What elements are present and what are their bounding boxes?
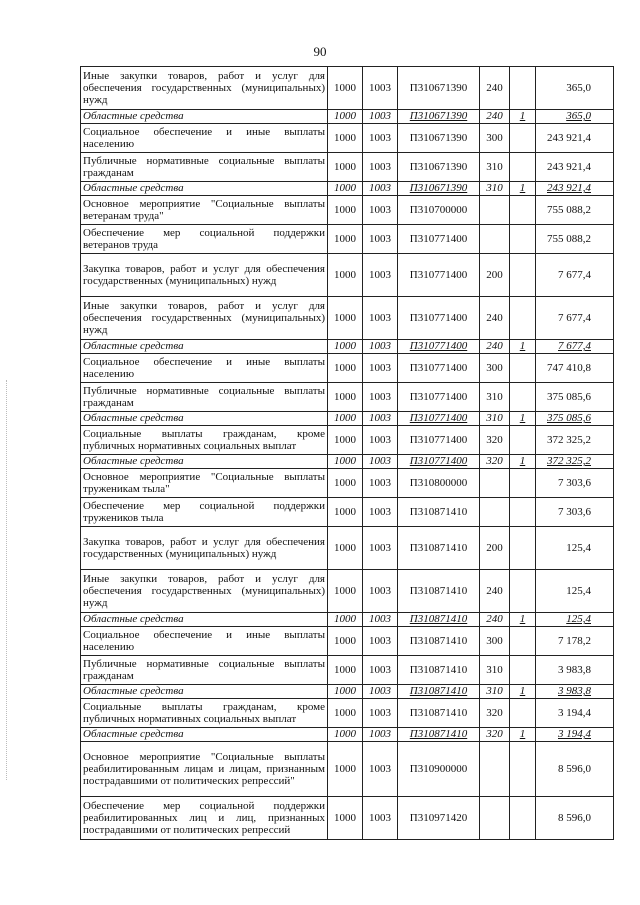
funding-source-code: 1 [510, 613, 536, 627]
amount-value: 3 983,8 [536, 656, 614, 685]
expense-type-code [480, 225, 510, 254]
target-article-code: П310771400 [398, 412, 480, 426]
target-article-code: П310771400 [398, 225, 480, 254]
funding-source-code [510, 797, 536, 840]
table-row [81, 527, 614, 570]
funding-source-code [510, 153, 536, 182]
subsection-code: 1003 [363, 412, 398, 426]
section-code: 1000 [328, 527, 363, 570]
funding-source-row [81, 340, 614, 354]
target-article-code: П310871410 [398, 613, 480, 627]
target-article-code: П310871410 [398, 728, 480, 742]
target-article-code: П310700000 [398, 196, 480, 225]
funding-source-code [510, 354, 536, 383]
expense-type-code [480, 498, 510, 527]
expense-type-code: 240 [480, 340, 510, 354]
section-code: 1000 [328, 182, 363, 196]
expense-type-code: 320 [480, 455, 510, 469]
table-row [81, 354, 614, 383]
subsection-code: 1003 [363, 527, 398, 570]
row-description: Областные средства [81, 455, 328, 469]
section-code: 1000 [328, 455, 363, 469]
amount-value: 243 921,4 [536, 182, 614, 196]
amount-value: 8 596,0 [536, 742, 614, 797]
row-description: Иные закупки товаров, работ и услуг для обеспечения государственных (муниципальных) нужд [81, 570, 328, 613]
section-code: 1000 [328, 254, 363, 297]
amount-value: 7 178,2 [536, 627, 614, 656]
budget-table [80, 66, 614, 840]
amount-value: 3 194,4 [536, 699, 614, 728]
expense-type-code: 310 [480, 383, 510, 412]
subsection-code: 1003 [363, 797, 398, 840]
section-code: 1000 [328, 685, 363, 699]
amount-value: 372 325,2 [536, 426, 614, 455]
section-code: 1000 [328, 613, 363, 627]
funding-source-code: 1 [510, 685, 536, 699]
funding-source-row [81, 412, 614, 426]
subsection-code: 1003 [363, 699, 398, 728]
target-article-code: П310871410 [398, 685, 480, 699]
subsection-code: 1003 [363, 110, 398, 124]
amount-value: 3 194,4 [536, 728, 614, 742]
row-description: Публичные нормативные социальные выплаты гражданам [81, 153, 328, 182]
target-article-code: П310771400 [398, 383, 480, 412]
funding-source-code [510, 570, 536, 613]
table-row [81, 656, 614, 685]
section-code: 1000 [328, 797, 363, 840]
row-description: Обеспечение мер социальной поддержки тружеников тыла [81, 498, 328, 527]
row-description: Обеспечение мер социальной поддержки ветеранов труда [81, 225, 328, 254]
amount-value: 7 303,6 [536, 498, 614, 527]
table-row [81, 426, 614, 455]
target-article-code: П310671390 [398, 124, 480, 153]
expense-type-code: 240 [480, 613, 510, 627]
subsection-code: 1003 [363, 656, 398, 685]
table-row [81, 124, 614, 153]
funding-source-code: 1 [510, 455, 536, 469]
funding-source-code [510, 498, 536, 527]
amount-value: 372 325,2 [536, 455, 614, 469]
row-description: Иные закупки товаров, работ и услуг для обеспечения государственных (муниципальных) нужд [81, 67, 328, 110]
subsection-code: 1003 [363, 498, 398, 527]
funding-source-row [81, 455, 614, 469]
target-article-code: П310771400 [398, 354, 480, 383]
funding-source-code [510, 426, 536, 455]
funding-source-code [510, 469, 536, 498]
table-row [81, 297, 614, 340]
table-row [81, 383, 614, 412]
target-article-code: П310771400 [398, 426, 480, 455]
budget-table-body [81, 67, 614, 840]
section-code: 1000 [328, 728, 363, 742]
expense-type-code: 300 [480, 627, 510, 656]
subsection-code: 1003 [363, 153, 398, 182]
table-row [81, 570, 614, 613]
funding-source-code: 1 [510, 412, 536, 426]
row-description: Областные средства [81, 728, 328, 742]
funding-source-code [510, 742, 536, 797]
funding-source-code [510, 67, 536, 110]
row-description: Социальное обеспечение и иные выплаты населению [81, 124, 328, 153]
section-code: 1000 [328, 469, 363, 498]
section-code: 1000 [328, 412, 363, 426]
amount-value: 375 085,6 [536, 383, 614, 412]
subsection-code: 1003 [363, 254, 398, 297]
target-article-code: П310871410 [398, 699, 480, 728]
section-code: 1000 [328, 297, 363, 340]
row-description: Социальное обеспечение и иные выплаты населению [81, 627, 328, 656]
page-number: 90 [313, 44, 327, 59]
amount-value: 365,0 [536, 110, 614, 124]
target-article-code: П310771400 [398, 297, 480, 340]
section-code: 1000 [328, 354, 363, 383]
expense-type-code: 310 [480, 685, 510, 699]
funding-source-code [510, 656, 536, 685]
subsection-code: 1003 [363, 354, 398, 383]
table-row [81, 153, 614, 182]
funding-source-code [510, 627, 536, 656]
row-description: Областные средства [81, 182, 328, 196]
expense-type-code: 300 [480, 124, 510, 153]
subsection-code: 1003 [363, 182, 398, 196]
expense-type-code: 320 [480, 728, 510, 742]
row-description: Основное мероприятие "Социальные выплаты ветеранам труда" [81, 196, 328, 225]
table-row [81, 699, 614, 728]
expense-type-code: 240 [480, 67, 510, 110]
subsection-code: 1003 [363, 67, 398, 110]
row-description: Социальные выплаты гражданам, кроме публичных нормативных социальных выплат [81, 426, 328, 455]
section-code: 1000 [328, 67, 363, 110]
amount-value: 243 921,4 [536, 153, 614, 182]
section-code: 1000 [328, 383, 363, 412]
funding-source-row [81, 110, 614, 124]
target-article-code: П310871410 [398, 627, 480, 656]
target-article-code: П310671390 [398, 182, 480, 196]
funding-source-row [81, 182, 614, 196]
row-description: Областные средства [81, 110, 328, 124]
amount-value: 3 983,8 [536, 685, 614, 699]
target-article-code: П310871410 [398, 656, 480, 685]
section-code: 1000 [328, 570, 363, 613]
subsection-code: 1003 [363, 570, 398, 613]
subsection-code: 1003 [363, 124, 398, 153]
expense-type-code [480, 742, 510, 797]
subsection-code: 1003 [363, 225, 398, 254]
subsection-code: 1003 [363, 297, 398, 340]
expense-type-code: 240 [480, 570, 510, 613]
expense-type-code: 310 [480, 412, 510, 426]
funding-source-code [510, 124, 536, 153]
amount-value: 7 677,4 [536, 340, 614, 354]
funding-source-code [510, 254, 536, 297]
subsection-code: 1003 [363, 469, 398, 498]
row-description: Областные средства [81, 340, 328, 354]
row-description: Публичные нормативные социальные выплаты гражданам [81, 383, 328, 412]
funding-source-row [81, 613, 614, 627]
funding-source-row [81, 685, 614, 699]
subsection-code: 1003 [363, 340, 398, 354]
amount-value: 365,0 [536, 67, 614, 110]
amount-value: 7 677,4 [536, 254, 614, 297]
table-row [81, 797, 614, 840]
target-article-code: П310871410 [398, 498, 480, 527]
target-article-code: П310671390 [398, 153, 480, 182]
target-article-code: П310771400 [398, 340, 480, 354]
table-row [81, 469, 614, 498]
row-description: Публичные нормативные социальные выплаты гражданам [81, 656, 328, 685]
funding-source-code: 1 [510, 340, 536, 354]
funding-source-code: 1 [510, 110, 536, 124]
amount-value: 7 677,4 [536, 297, 614, 340]
section-code: 1000 [328, 340, 363, 354]
row-description: Областные средства [81, 613, 328, 627]
amount-value: 747 410,8 [536, 354, 614, 383]
funding-source-code [510, 225, 536, 254]
amount-value: 125,4 [536, 527, 614, 570]
subsection-code: 1003 [363, 728, 398, 742]
expense-type-code [480, 196, 510, 225]
expense-type-code: 240 [480, 297, 510, 340]
subsection-code: 1003 [363, 455, 398, 469]
subsection-code: 1003 [363, 196, 398, 225]
margin-dots [6, 380, 8, 780]
row-description: Обеспечение мер социальной поддержки реабилитированных лиц и лиц, признанных пострадавшими от политических репрессий [81, 797, 328, 840]
section-code: 1000 [328, 124, 363, 153]
section-code: 1000 [328, 196, 363, 225]
amount-value: 755 088,2 [536, 225, 614, 254]
expense-type-code: 310 [480, 182, 510, 196]
row-description: Закупка товаров, работ и услуг для обеспечения государственных (муниципальных) нужд [81, 527, 328, 570]
target-article-code: П310800000 [398, 469, 480, 498]
target-article-code: П310871410 [398, 570, 480, 613]
expense-type-code: 300 [480, 354, 510, 383]
section-code: 1000 [328, 699, 363, 728]
amount-value: 243 921,4 [536, 124, 614, 153]
table-row [81, 742, 614, 797]
subsection-code: 1003 [363, 426, 398, 455]
subsection-code: 1003 [363, 383, 398, 412]
funding-source-code [510, 383, 536, 412]
table-row [81, 196, 614, 225]
table-row [81, 498, 614, 527]
section-code: 1000 [328, 426, 363, 455]
funding-source-code: 1 [510, 728, 536, 742]
amount-value: 125,4 [536, 613, 614, 627]
expense-type-code: 240 [480, 110, 510, 124]
section-code: 1000 [328, 656, 363, 685]
subsection-code: 1003 [363, 742, 398, 797]
row-description: Социальное обеспечение и иные выплаты населению [81, 354, 328, 383]
table-row [81, 254, 614, 297]
expense-type-code: 320 [480, 699, 510, 728]
amount-value: 125,4 [536, 570, 614, 613]
table-row [81, 225, 614, 254]
funding-source-code [510, 297, 536, 340]
row-description: Областные средства [81, 685, 328, 699]
funding-source-code: 1 [510, 182, 536, 196]
amount-value: 755 088,2 [536, 196, 614, 225]
row-description: Областные средства [81, 412, 328, 426]
section-code: 1000 [328, 153, 363, 182]
amount-value: 375 085,6 [536, 412, 614, 426]
subsection-code: 1003 [363, 627, 398, 656]
subsection-code: 1003 [363, 613, 398, 627]
amount-value: 7 303,6 [536, 469, 614, 498]
row-description: Основное мероприятие "Социальные выплаты труженикам тыла" [81, 469, 328, 498]
row-description: Основное мероприятие "Социальные выплаты реабилитированным лицам и лицам, признанным пострадавшими от политических репрессий" [81, 742, 328, 797]
expense-type-code: 320 [480, 426, 510, 455]
expense-type-code [480, 797, 510, 840]
expense-type-code [480, 469, 510, 498]
section-code: 1000 [328, 627, 363, 656]
funding-source-row [81, 728, 614, 742]
row-description: Закупка товаров, работ и услуг для обеспечения государственных (муниципальных) нужд [81, 254, 328, 297]
target-article-code: П310671390 [398, 67, 480, 110]
section-code: 1000 [328, 225, 363, 254]
funding-source-code [510, 196, 536, 225]
expense-type-code: 200 [480, 527, 510, 570]
section-code: 1000 [328, 110, 363, 124]
target-article-code: П310900000 [398, 742, 480, 797]
row-description: Иные закупки товаров, работ и услуг для обеспечения государственных (муниципальных) нужд [81, 297, 328, 340]
expense-type-code: 200 [480, 254, 510, 297]
target-article-code: П310771400 [398, 254, 480, 297]
table-row [81, 67, 614, 110]
target-article-code: П310771400 [398, 455, 480, 469]
section-code: 1000 [328, 742, 363, 797]
funding-source-code [510, 527, 536, 570]
target-article-code: П310871410 [398, 527, 480, 570]
table-row [81, 627, 614, 656]
subsection-code: 1003 [363, 685, 398, 699]
section-code: 1000 [328, 498, 363, 527]
row-description: Социальные выплаты гражданам, кроме публичных нормативных социальных выплат [81, 699, 328, 728]
expense-type-code: 310 [480, 656, 510, 685]
target-article-code: П310971420 [398, 797, 480, 840]
target-article-code: П310671390 [398, 110, 480, 124]
expense-type-code: 310 [480, 153, 510, 182]
funding-source-code [510, 699, 536, 728]
amount-value: 8 596,0 [536, 797, 614, 840]
